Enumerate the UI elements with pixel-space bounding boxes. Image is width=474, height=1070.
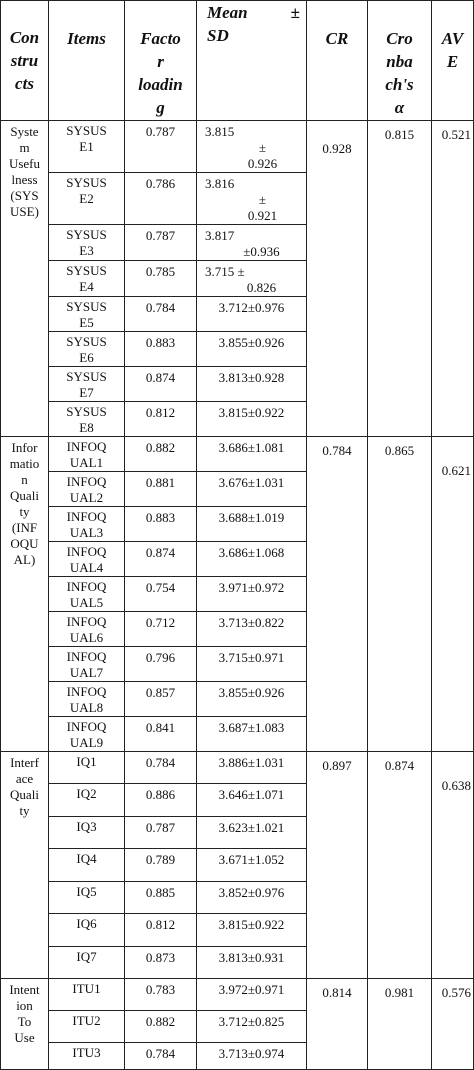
cell-line: ITU1: [72, 981, 101, 996]
item-cell: [49, 437, 125, 472]
cell-line: SYSUS: [66, 263, 107, 278]
cell-line: ±0.936: [243, 244, 280, 259]
cell-line: 3.813±0.928: [218, 370, 285, 385]
cell-line: Quali: [10, 488, 39, 503]
cell-line: UAL2: [69, 490, 104, 505]
cell-line: Interf: [10, 755, 39, 770]
cell-line: INFOQ: [66, 439, 107, 454]
header-cronbach: Cro nba ch's α: [368, 1, 432, 121]
mean-sd-cell: [197, 717, 307, 752]
cell-line: 3.815±0.922: [218, 917, 285, 932]
cell-line: Quali: [10, 787, 39, 802]
loading-cell: 0.874: [125, 367, 197, 402]
cell-line: E7: [79, 385, 94, 400]
cell-line: 3.972±0.971: [218, 982, 285, 997]
cell-line: 3.813±0.931: [218, 950, 285, 965]
cell-line: E3: [79, 243, 94, 258]
loading-cell: 0.789: [125, 849, 197, 882]
loading-cell: 0.841: [125, 717, 197, 752]
mean-sd-cell: [197, 437, 307, 472]
cr-cell: 0.814: [307, 979, 368, 1070]
item-cell: [49, 402, 125, 437]
item-cell: [49, 947, 125, 979]
mean-sd-cell: [197, 817, 307, 849]
loading-cell: 0.874: [125, 542, 197, 577]
cell-line: 3.815±0.922: [218, 405, 285, 420]
cell-line: 3.712±0.976: [218, 300, 285, 315]
cell-line: SYSUS: [66, 123, 107, 138]
mean-sd-cell: [197, 947, 307, 979]
cell-line: Usefu: [8, 156, 41, 171]
item-cell: [49, 297, 125, 332]
mean-sd-cell: [197, 979, 307, 1011]
construct-cell: [1, 752, 49, 979]
loading-cell: 0.787: [125, 225, 197, 261]
mean-sd-cell: [197, 402, 307, 437]
cr-cell: 0.928: [307, 121, 368, 437]
item-cell: [49, 1043, 125, 1070]
mean-sd-cell: [197, 612, 307, 647]
item-cell: [49, 173, 125, 225]
header-row: [1, 1, 474, 121]
item-cell: [49, 121, 125, 173]
loading-cell: 0.873: [125, 947, 197, 979]
cell-line: 3.687±1.083: [218, 720, 285, 735]
loading-cell: 0.883: [125, 332, 197, 367]
cell-line: UAL9: [69, 735, 104, 750]
cell-line: IQ4: [76, 851, 97, 866]
table-row: [1, 979, 474, 1011]
cronbach-cell: 0.981: [368, 979, 432, 1070]
mean-sd-cell: [197, 682, 307, 717]
cell-line: 3.623±1.021: [218, 820, 285, 835]
item-cell: [49, 849, 125, 882]
mean-sd-cell: [197, 882, 307, 914]
cell-line: ty: [19, 504, 30, 519]
cell-line: ty: [19, 803, 30, 818]
cell-line: AL): [13, 552, 36, 567]
cell-line: INFOQ: [66, 684, 107, 699]
cell-line: (INF: [11, 520, 38, 535]
mean-sd-cell: [197, 121, 307, 173]
cell-line: 3.686±1.081: [218, 440, 285, 455]
cronbach-cell: 0.815: [368, 121, 432, 437]
cell-line: ace: [15, 771, 34, 786]
cr-cell: 0.897: [307, 752, 368, 979]
cronbach-cell: 0.874: [368, 752, 432, 979]
loading-cell: 0.754: [125, 577, 197, 612]
table-row: [1, 752, 474, 784]
mean-sd-cell: [197, 173, 307, 225]
cell-line: USE): [10, 204, 39, 219]
item-cell: [49, 225, 125, 261]
loading-cell: 0.787: [125, 817, 197, 849]
cell-line: SYSUS: [66, 334, 107, 349]
item-cell: [49, 784, 125, 817]
mean-sd-cell: [197, 507, 307, 542]
mean-sd-cell: [197, 752, 307, 784]
cell-line: E2: [79, 191, 94, 206]
cell-line: UAL7: [69, 665, 104, 680]
cell-line: 3.671±1.052: [218, 852, 285, 867]
item-cell: [49, 261, 125, 297]
header-cr: CR: [307, 1, 368, 121]
item-cell: [49, 507, 125, 542]
loading-cell: 0.784: [125, 1043, 197, 1070]
loading-cell: 0.786: [125, 173, 197, 225]
mean-sd-cell: [197, 261, 307, 297]
construct-cell: [1, 979, 49, 1070]
mean-sd-cell: [197, 225, 307, 261]
cell-line: Use: [14, 1030, 35, 1045]
table-body: [1, 121, 474, 1070]
cell-line: E1: [79, 139, 94, 154]
loading-cell: 0.882: [125, 437, 197, 472]
cell-line: 3.886±1.031: [218, 755, 285, 770]
loading-cell: 0.882: [125, 1011, 197, 1043]
loading-cell: 0.886: [125, 784, 197, 817]
cell-line: (SYS: [10, 188, 39, 203]
loading-cell: 0.812: [125, 402, 197, 437]
cell-line: matio: [9, 456, 40, 471]
header-items: Items: [49, 1, 125, 121]
cell-line: 3.815: [205, 124, 235, 139]
cell-line: 3.715±0.971: [218, 650, 285, 665]
cell-line: UAL6: [69, 630, 104, 645]
item-cell: [49, 332, 125, 367]
cell-line: E5: [79, 315, 94, 330]
mean-sd-cell: [197, 577, 307, 612]
ave-cell: 0.521: [432, 121, 474, 437]
cell-line: 3.852±0.976: [218, 885, 285, 900]
ave-cell: 0.621: [432, 437, 474, 752]
loading-cell: 0.885: [125, 882, 197, 914]
cell-line: IQ6: [76, 916, 97, 931]
cr-cell: 0.784: [307, 437, 368, 752]
loading-cell: 0.812: [125, 914, 197, 947]
cell-line: UAL3: [69, 525, 104, 540]
cell-line: INFOQ: [66, 509, 107, 524]
cronbach-cell: 0.865: [368, 437, 432, 752]
table-row: [1, 437, 474, 472]
cell-line: IQ5: [76, 884, 97, 899]
mean-sd-cell: [197, 1043, 307, 1070]
loading-cell: 0.796: [125, 647, 197, 682]
cell-line: 3.676±1.031: [218, 475, 285, 490]
cell-line: IQ3: [76, 819, 97, 834]
cell-line: UAL5: [69, 595, 104, 610]
cell-line: E6: [79, 350, 94, 365]
cell-line: 3.713±0.974: [218, 1046, 285, 1061]
cell-line: ITU2: [72, 1013, 101, 1028]
item-cell: [49, 577, 125, 612]
cell-line: Intent: [9, 982, 40, 997]
cell-line: m: [19, 140, 30, 155]
cell-line: ion: [16, 998, 33, 1013]
cell-line: SYSUS: [66, 404, 107, 419]
loading-cell: 0.784: [125, 297, 197, 332]
cell-line: INFOQ: [66, 719, 107, 734]
ave-cell: 0.576: [432, 979, 474, 1070]
item-cell: [49, 542, 125, 577]
cell-line: SYSUS: [66, 299, 107, 314]
mean-sd-cell: [197, 784, 307, 817]
mean-sd-cell: [197, 914, 307, 947]
cell-line: INFOQ: [66, 544, 107, 559]
mean-sd-cell: [197, 332, 307, 367]
cell-line: UAL4: [69, 560, 104, 575]
item-cell: [49, 472, 125, 507]
loading-cell: 0.881: [125, 472, 197, 507]
cell-line: 3.817: [205, 228, 235, 243]
loading-cell: 0.783: [125, 979, 197, 1011]
mean-sd-cell: [197, 542, 307, 577]
item-cell: [49, 612, 125, 647]
cell-line: SYSUS: [66, 227, 107, 242]
header-mean-sd: Mean ± SD: [197, 1, 307, 121]
cell-line: 3.816: [205, 176, 235, 191]
cell-line: INFOQ: [66, 579, 107, 594]
header-constructs: Con stru cts: [1, 1, 49, 121]
cell-line: IQ1: [76, 754, 97, 769]
loading-cell: 0.785: [125, 261, 197, 297]
loading-cell: 0.712: [125, 612, 197, 647]
cell-line: 3.855±0.926: [218, 335, 285, 350]
ave-cell: 0.638: [432, 752, 474, 979]
cell-line: 0.921: [247, 208, 278, 223]
cell-line: 0.826: [246, 280, 277, 295]
item-cell: [49, 817, 125, 849]
cell-line: 0.926: [247, 156, 278, 171]
cell-line: lness: [11, 172, 38, 187]
mean-sd-cell: [197, 849, 307, 882]
cell-line: 3.713±0.822: [218, 615, 285, 630]
item-cell: [49, 914, 125, 947]
cell-line: E8: [79, 420, 94, 435]
cell-line: 3.715 ±: [205, 264, 245, 279]
mean-sd-cell: [197, 472, 307, 507]
construct-cell: [1, 121, 49, 437]
cell-line: 3.686±1.068: [218, 545, 285, 560]
cell-line: INFOQ: [66, 614, 107, 629]
cell-line: 3.688±1.019: [218, 510, 285, 525]
cell-line: UAL8: [69, 700, 104, 715]
item-cell: [49, 717, 125, 752]
cell-line: 3.646±1.071: [218, 787, 285, 802]
cell-line: To: [17, 1014, 32, 1029]
cell-line: 3.855±0.926: [218, 685, 285, 700]
loading-cell: 0.883: [125, 507, 197, 542]
mean-sd-cell: [197, 367, 307, 402]
cell-line: 3.712±0.825: [218, 1014, 285, 1029]
cell-line: 3.971±0.972: [218, 580, 285, 595]
item-cell: [49, 682, 125, 717]
cell-line: INFOQ: [66, 474, 107, 489]
item-cell: [49, 647, 125, 682]
mean-sd-cell: [197, 1011, 307, 1043]
cell-line: n: [21, 472, 28, 487]
item-cell: [49, 367, 125, 402]
cell-line: SYSUS: [66, 369, 107, 384]
cell-line: ±: [258, 140, 267, 155]
cell-line: IQ2: [76, 786, 97, 801]
cell-line: IQ7: [76, 949, 97, 964]
cell-line: INFOQ: [66, 649, 107, 664]
header-factor-loading: Facto r loadin g: [125, 1, 197, 121]
loading-cell: 0.787: [125, 121, 197, 173]
mean-sd-cell: [197, 297, 307, 332]
cell-line: Infor: [11, 440, 38, 455]
cell-line: OQU: [10, 536, 39, 551]
loading-cell: 0.784: [125, 752, 197, 784]
cell-line: ITU3: [72, 1045, 101, 1060]
cell-line: E4: [79, 279, 94, 294]
item-cell: [49, 752, 125, 784]
construct-cell: [1, 437, 49, 752]
header-ave: AV E: [432, 1, 474, 121]
cell-line: SYSUS: [66, 175, 107, 190]
loading-cell: 0.857: [125, 682, 197, 717]
cell-line: UAL1: [69, 455, 104, 470]
item-cell: [49, 882, 125, 914]
table-row: [1, 121, 474, 173]
cell-line: ±: [258, 192, 267, 207]
item-cell: [49, 979, 125, 1011]
cell-line: Syste: [10, 124, 39, 139]
mean-sd-cell: [197, 647, 307, 682]
item-cell: [49, 1011, 125, 1043]
